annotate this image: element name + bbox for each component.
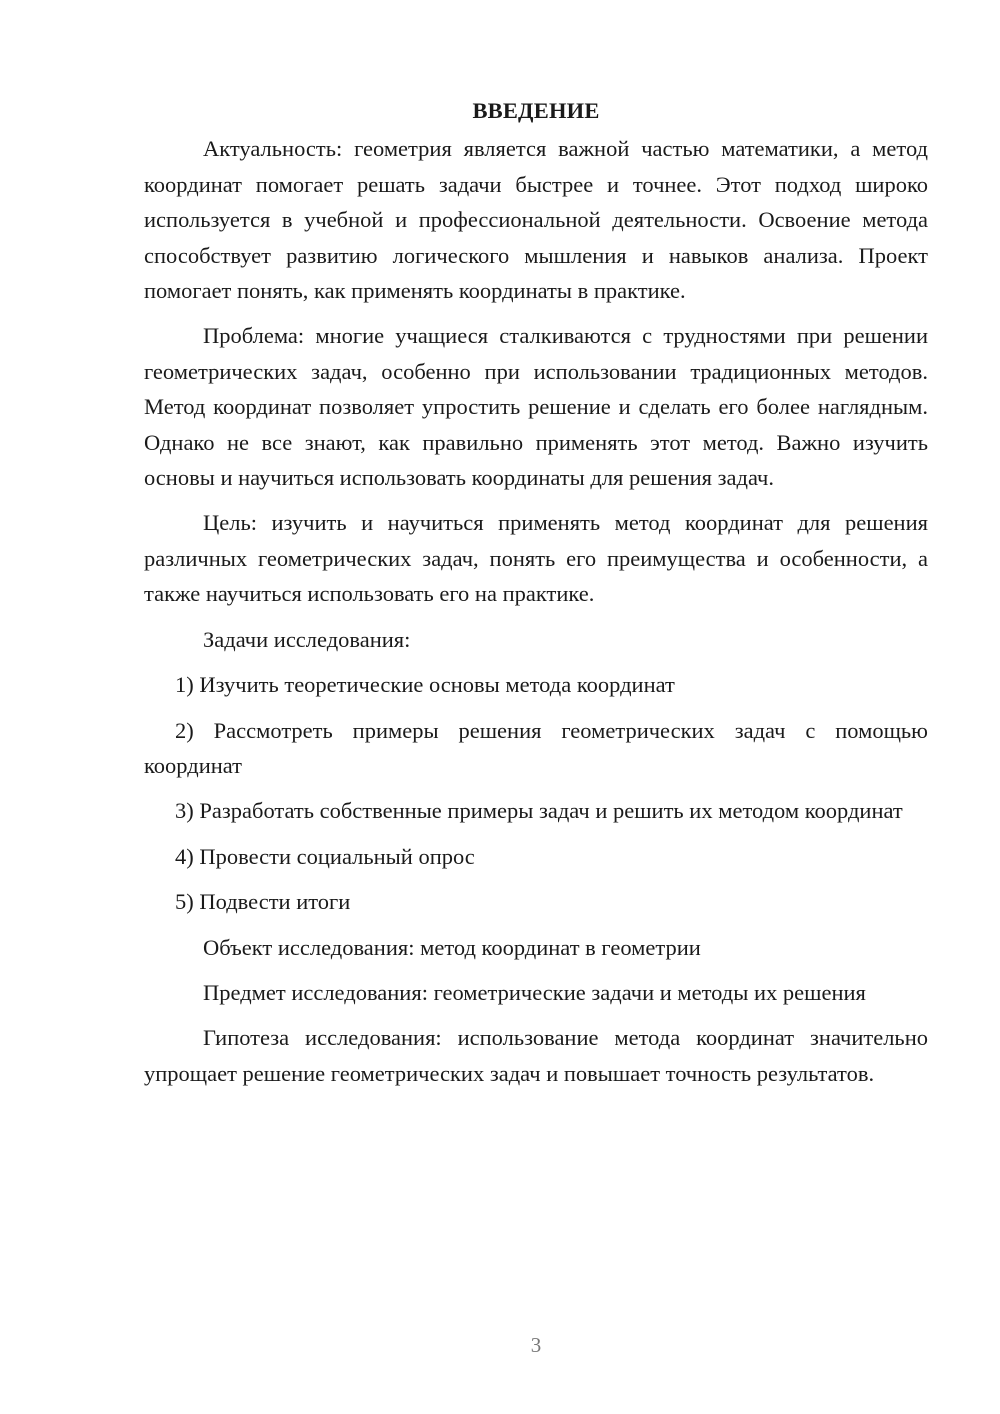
task-item-2: 2) Рассмотреть примеры решения геометрических задач с помощью координат [144,717,928,778]
task-item-5: 5) Подвести итоги [175,889,351,915]
subject-paragraph: Предмет исследования: геометрические задачи и методы их решения [203,979,866,1005]
task-item-1: 1) Изучить теоретические основы метода координат [175,672,675,698]
goal-paragraph: Цель: изучить и научиться применять метод координат для решения различных геометрических задач, понять его преимущества и особенности, а также научиться использовать его на практике. [144,510,928,607]
relevance-paragraph: Актуальность: геометрия является важной частью математики, а метод координат помогает решать задачи быстрее и точнее. Этот подход широко используется в учебной и профессиональной деятельности. Освоение метода способствует развитию логического мышления и навыков анализа. Проект помогает понять, как применять координаты в практике. [144,136,928,304]
hypothesis-paragraph: Гипотеза исследования: использование метода координат значительно упрощает решение геометрических задач и повышает точность результатов. [144,1025,928,1086]
page-title: ВВЕДЕНИЕ [472,98,600,123]
page-content [144,93,928,1101]
tasks-heading: Задачи исследования: [203,626,411,652]
task-item-4: 4) Провести социальный опрос [175,843,475,869]
task-item-3: 3) Разработать собственные примеры задач и решить их методом координат [175,798,903,824]
object-paragraph: Объект исследования: метод координат в геометрии [203,934,701,960]
page-number: 3 [530,1333,542,1357]
problem-paragraph: Проблема: многие учащиеся сталкиваются с трудностями при решении геометрических задач, особенно при использовании традиционных методов. Метод координат позволяет упростить решение и сделать его более наглядным. Однако не все знают, как правильно применять этот метод. Важно изучить основы и научиться использовать координаты для решения задач. [144,323,928,491]
